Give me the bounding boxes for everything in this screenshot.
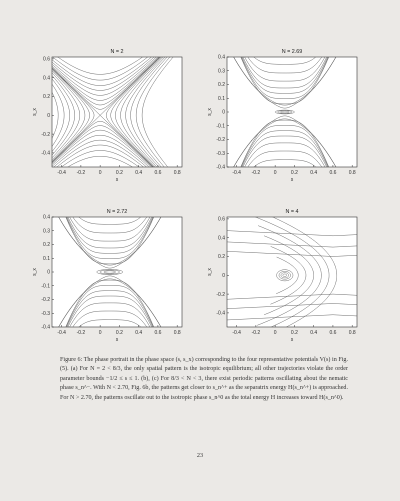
y-tick-label: 0.1 [43,255,50,262]
y-tick-label: -0.3 [216,150,225,157]
y-tick-label: 0.4 [43,214,50,221]
y-axis-label: s_x [207,268,213,276]
plot-frame [52,57,182,167]
y-tick-label: 0.3 [218,68,225,75]
y-tick-label: -0.1 [41,283,50,290]
y-tick-label: 0.3 [43,228,50,235]
y-tick-label: -0.4 [216,310,225,317]
x-tick-label: 0 [98,170,102,176]
y-tick-label: 0 [222,109,225,116]
x-axis-label: s [290,177,294,183]
y-tick-label: 0.2 [43,242,50,249]
x-tick-label: -0.2 [251,170,261,176]
phase-portrait-n4 [205,205,365,355]
x-tick-label: -0.2 [251,330,261,336]
page-number: 23 [196,452,204,459]
x-tick-label: 0.2 [115,330,123,336]
x-tick-label: 0.2 [115,170,123,176]
plot-title: N = 4 [285,209,299,215]
x-tick-label: 0.8 [173,330,181,336]
y-tick-label: 0.4 [218,235,225,242]
y-tick-label: -0.1 [216,123,225,130]
x-tick-label: -0.4 [232,330,241,336]
x-tick-label: 0.8 [348,170,356,176]
y-tick-label: 0.2 [218,82,225,89]
x-tick-label: 0.8 [348,330,356,336]
x-tick-label: 0.4 [310,330,318,336]
plot-title: N = 2 [110,49,124,55]
y-tick-label: 0 [222,272,225,279]
y-tick-label: -0.4 [216,164,225,171]
y-tick-label: 0.4 [43,75,50,82]
phase-portrait-n2 [30,45,190,195]
x-axis-label: s [115,177,119,183]
x-tick-label: 0.8 [173,170,181,176]
y-tick-label: -0.4 [41,324,50,331]
x-tick-label: 0.6 [154,170,162,176]
y-tick-label: -0.2 [41,297,50,304]
y-tick-label: 0.2 [43,94,50,101]
plot-title: N = 2.72 [106,209,128,215]
y-tick-label: 0 [47,112,50,119]
y-tick-label: 0.1 [218,95,225,102]
x-tick-label: 0.2 [290,330,298,336]
x-axis-label: s [290,337,294,343]
x-axis-label: s [115,337,119,343]
x-tick-label: 0.4 [135,330,143,336]
x-tick-label: -0.4 [57,330,66,336]
y-tick-label: 0.6 [43,56,50,63]
x-tick-label: 0.6 [329,170,337,176]
y-axis-label: s_x [207,108,213,116]
x-tick-label: 0.6 [154,330,162,336]
x-tick-label: 0.4 [310,170,318,176]
y-tick-label: 0 [47,269,50,276]
x-tick-label: 0.4 [135,170,143,176]
y-tick-label: 0.4 [218,54,225,61]
y-tick-label: -0.2 [216,137,225,144]
y-axis-label: s_x [32,108,38,116]
x-tick-label: 0 [98,330,102,336]
x-tick-label: 0 [273,330,277,336]
x-tick-label: -0.4 [232,170,241,176]
x-tick-label: -0.2 [76,170,86,176]
y-axis-label: s_x [32,268,38,276]
phase-portrait-n269 [205,45,365,195]
figure-caption: Figure 6: The phase portrait in the phase space (s, s_x) corresponding to the four representative potentials V(s) in Fig. (5). (a) For N = 2 < 8/3, the only spatial pattern is the isotropic equilibrium; all other trajectories violate the order parameter bounds −1/2 ≤ s ≤ 1. (b), (c) For 8/3 < N < 3, there exist periodic patterns oscillating about the nematic phase s_n^−. With N < 2.70, Fig. 6b, the patterns get closer to s_n^+ as the separatrix energy H(s_n^+) is approached. For N > 2.70, the patterns oscillate out to the isotropic phase s_n^0 as the total energy H increases toward H(s_n^0). [60,357,348,401]
x-tick-label: 0.2 [290,170,298,176]
y-tick-label: -0.2 [41,131,50,138]
y-tick-label: 0.6 [218,216,225,223]
y-tick-label: -0.4 [41,150,50,157]
phase-portrait-n272 [30,205,190,355]
plot-frame [227,217,357,327]
x-tick-label: 0 [273,170,277,176]
plot-title: N = 2.69 [281,49,303,55]
y-tick-label: -0.2 [216,291,225,298]
x-tick-label: -0.2 [76,330,86,336]
y-tick-label: 0.2 [218,254,225,261]
x-tick-label: 0.6 [329,330,337,336]
plot-frame [52,217,182,327]
y-tick-label: -0.3 [41,310,50,317]
x-tick-label: -0.4 [57,170,66,176]
